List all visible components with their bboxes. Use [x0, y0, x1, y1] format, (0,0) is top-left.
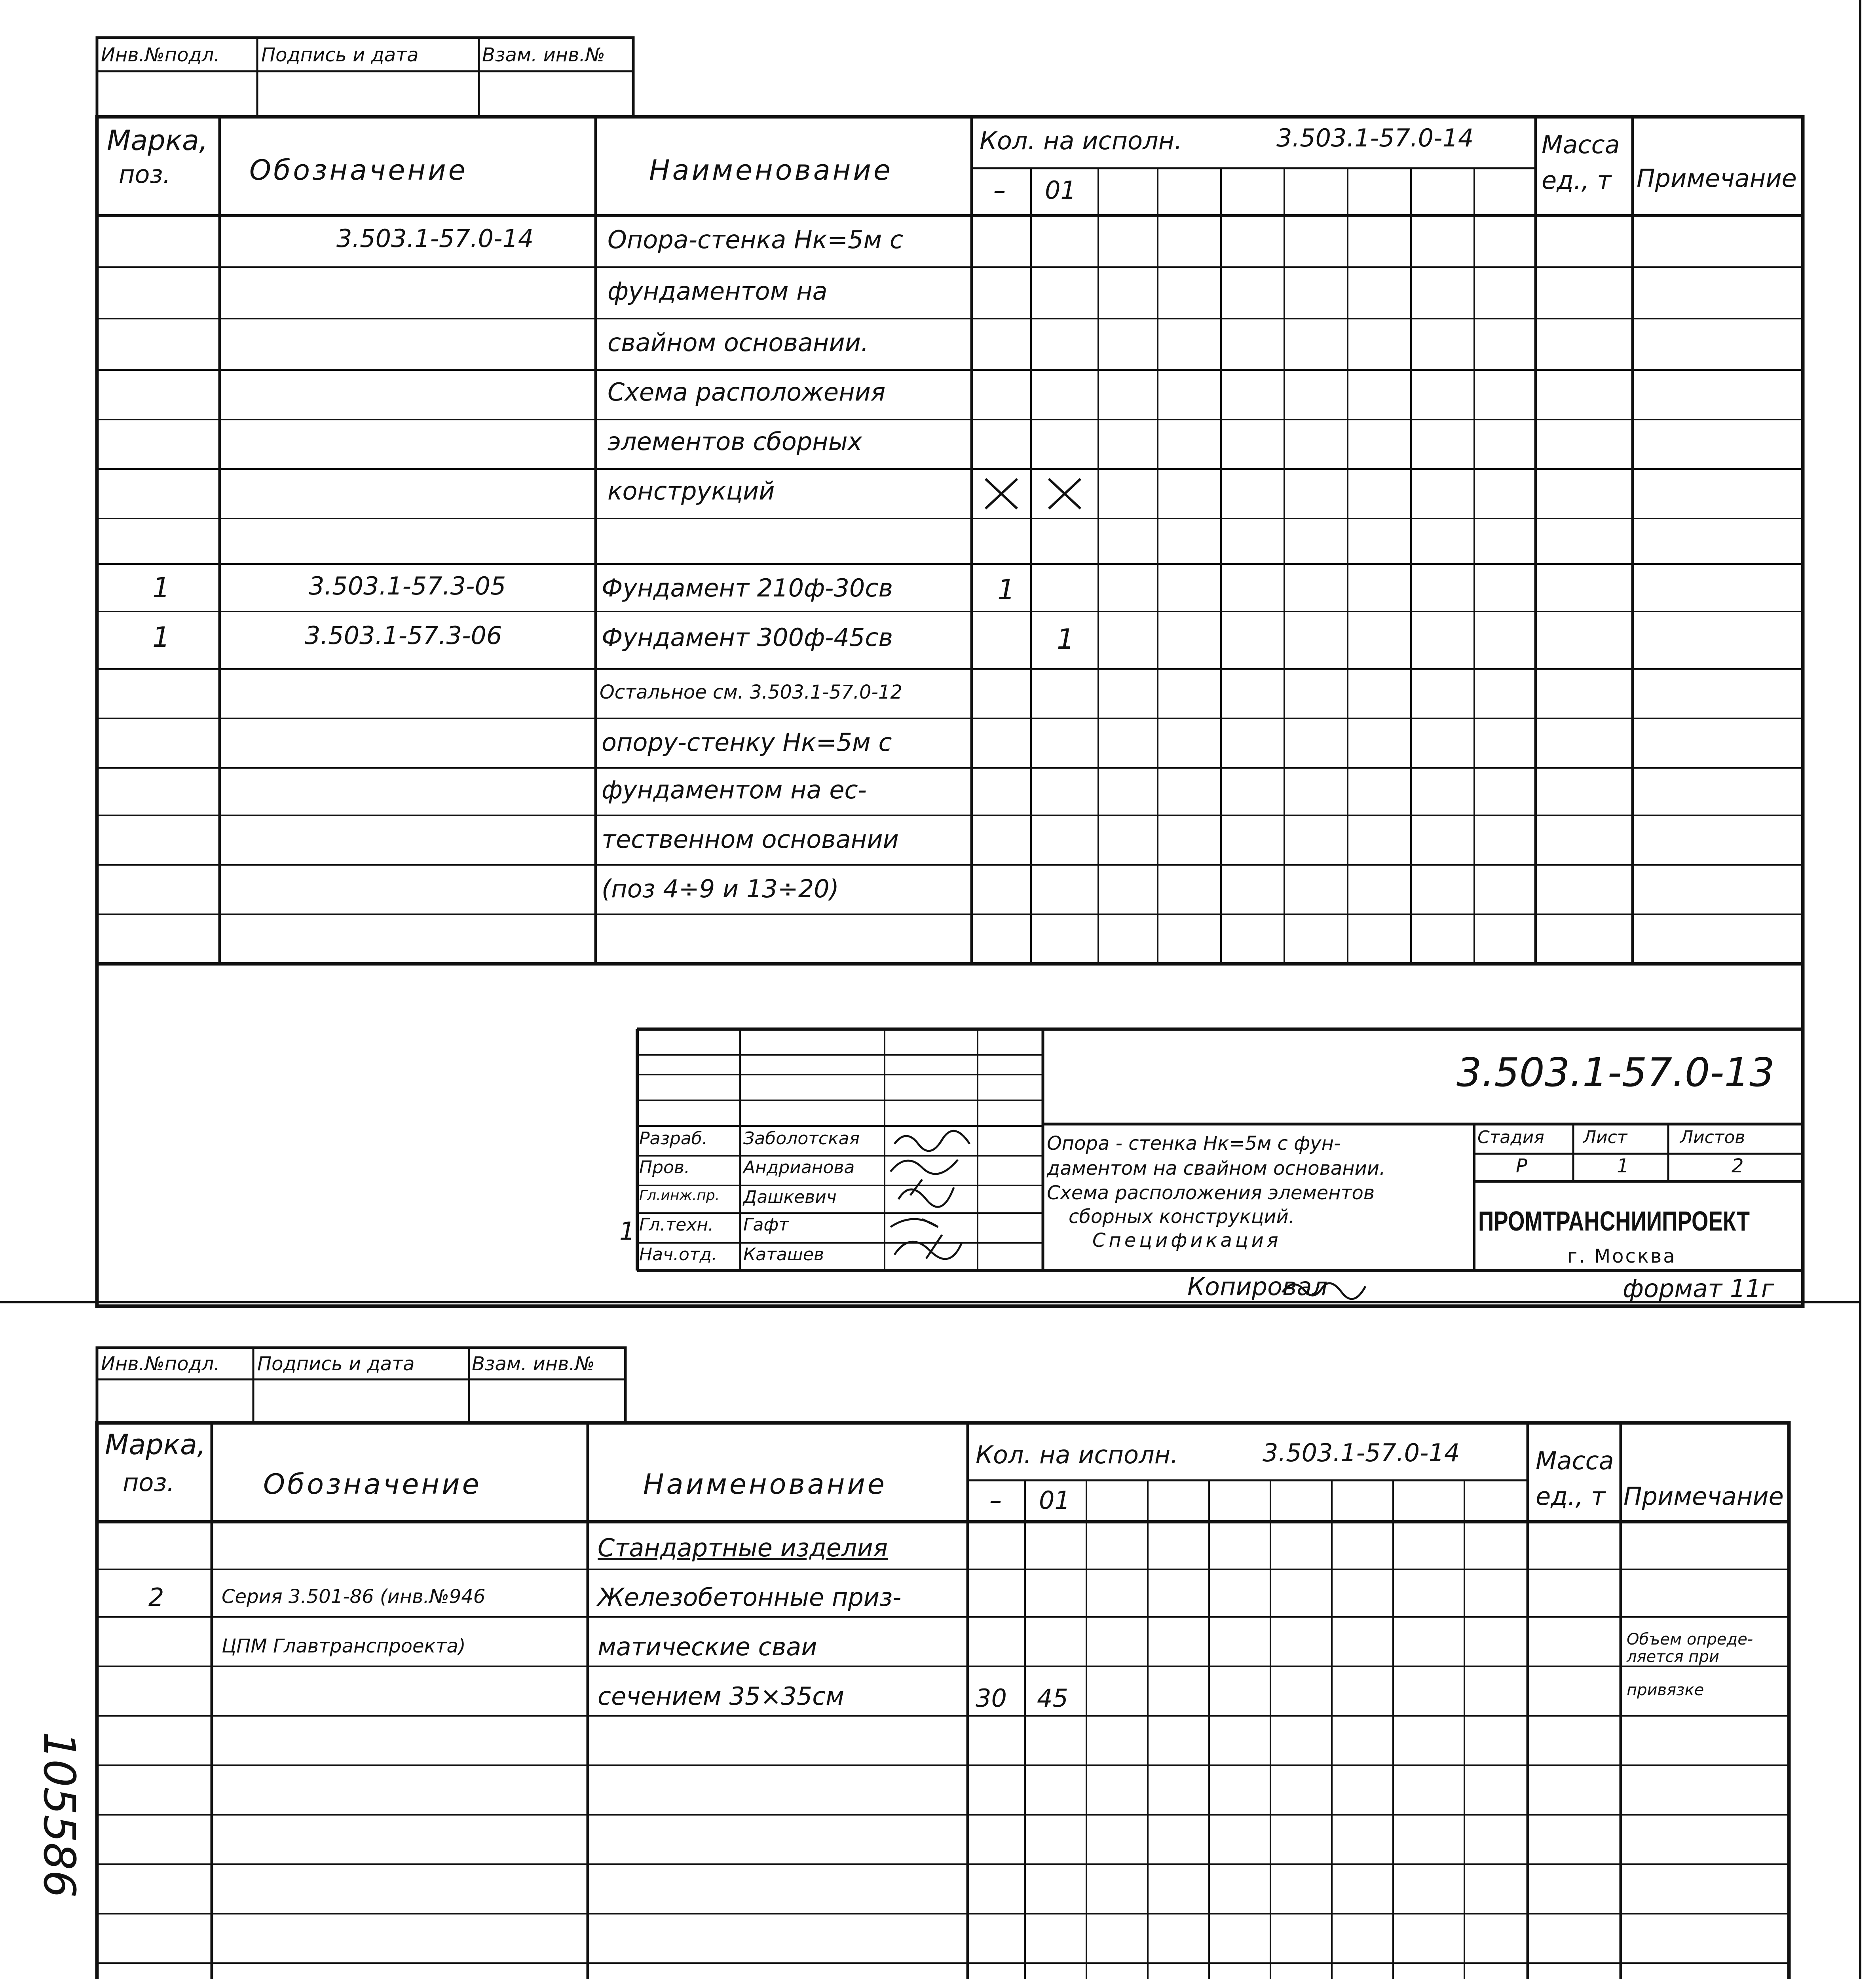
row-13-name: тественном основании [602, 825, 899, 854]
stamp-inv-label: Инв.№подл. [101, 44, 220, 66]
row-1-designation: 3.503.1-57.0-14 [336, 224, 534, 253]
sheets-value: 2 [1732, 1155, 1744, 1177]
sheet-value: 1 [1617, 1155, 1629, 1177]
row-8-name: Фундамент 210ф-30св [602, 574, 893, 602]
row-1-name: Опора-стенка Hк=5м с [608, 225, 904, 254]
row2-4-q2: 45 [1037, 1684, 1068, 1713]
role-chief-tech: Гл.техн. [639, 1215, 714, 1235]
sheet-label: Лист [1583, 1127, 1627, 1147]
head-col-01: 01 [1045, 176, 1076, 205]
row-9-name: Фундамент 300ф-45св [602, 623, 893, 652]
head2-qty-doc: 3.503.1-57.0-14 [1263, 1438, 1460, 1467]
name-checker: Андрианова [743, 1157, 855, 1178]
footer-copied: Копировал [1187, 1272, 1328, 1301]
signatures [891, 1131, 1488, 1979]
stage-value: Р [1516, 1155, 1527, 1177]
head-name: Наименование [649, 154, 893, 186]
head2-name: Наименование [643, 1468, 887, 1500]
row-11-name: опору-стенку Hк=5м с [602, 728, 892, 757]
row-9-q2: 1 [1057, 623, 1075, 655]
row-14-name: (поз 4÷9 и 13÷20) [602, 874, 839, 903]
role-developer: Разраб. [639, 1128, 708, 1149]
head-mass-unit: ед., т [1542, 166, 1612, 195]
head-qty: Кол. на исполн. [980, 126, 1182, 155]
desc-line-5: Спецификация [1092, 1229, 1282, 1252]
head2-qty: Кол. на исполн. [976, 1440, 1178, 1469]
cross-marks [985, 479, 1080, 509]
head2-mass: Масса [1536, 1446, 1614, 1475]
row-12-name: фундаментом на ес- [602, 775, 867, 804]
head2-col-dash: – [989, 1486, 1002, 1515]
row2-4-name: сечением 35×35см [598, 1682, 845, 1711]
head-pos: поз. [119, 160, 171, 189]
row2-3-note: Объем опреде- ляется при [1627, 1630, 1753, 1666]
head-col-dash: – [993, 176, 1006, 205]
head2-note: Примечание [1623, 1482, 1784, 1511]
org-city: г. Москва [1567, 1245, 1677, 1267]
row-8-designation: 3.503.1-57.3-05 [309, 572, 506, 600]
row-2-name: фундаментом на [608, 277, 828, 306]
stamp2-sign-label: Подпись и дата [257, 1353, 415, 1375]
head2-col-01: 01 [1039, 1486, 1070, 1515]
stamp-replace-label: Взам. инв.№ [482, 44, 605, 66]
row-6-name: конструкций [608, 477, 775, 505]
row-8-q1: 1 [997, 574, 1015, 606]
desc-line-3: Схема расположения элементов [1047, 1182, 1375, 1204]
row-9-designation: 3.503.1-57.3-06 [305, 621, 502, 650]
head-mass: Масса [1542, 130, 1620, 159]
stamp2-replace-label: Взам. инв.№ [472, 1353, 595, 1375]
head2-pos: поз. [123, 1468, 175, 1497]
row-5-name: элементов сборных [608, 427, 862, 456]
head-designation: Обозначение [249, 154, 468, 186]
name-head-dept: Каташев [743, 1244, 824, 1265]
head2-designation: Обозначение [263, 1468, 482, 1500]
org-name: ПРОМТРАНСНИИПРОЕКТ [1478, 1206, 1750, 1236]
sheets-label: Листов [1680, 1127, 1745, 1147]
stamp-sign-label: Подпись и дата [261, 44, 419, 66]
row-3-name: свайном основании. [608, 328, 869, 357]
row-10-name: Остальное см. 3.503.1-57.0-12 [600, 681, 902, 703]
stage-label: Стадия [1477, 1127, 1544, 1147]
row2-2-designation: Серия 3.501-86 (инв.№946 [222, 1586, 486, 1608]
role-chief-engineer: Гл.инж.пр. [639, 1187, 720, 1204]
row2-3-designation: ЦПМ Главтранспроекта) [222, 1635, 466, 1657]
row2-4-note: привязке [1627, 1681, 1704, 1699]
head-note: Примечание [1637, 164, 1797, 193]
row2-4-q1: 30 [976, 1684, 1007, 1713]
desc-line-1: Опора - стенка Hк=5м с фун- [1047, 1132, 1341, 1155]
desc-line-4: сборных конструкций. [1069, 1206, 1295, 1228]
side-mark: 1 [619, 1217, 635, 1246]
name-developer: Заболотская [743, 1128, 860, 1149]
role-checker: Пров. [639, 1157, 690, 1178]
head-mark: Марка, [107, 124, 208, 157]
archive-number: 105586 [34, 1732, 85, 1898]
name-chief-tech: Гафт [743, 1215, 789, 1235]
role-head-dept: Нач.отд. [639, 1244, 717, 1265]
footer-format: формат 11г [1623, 1274, 1774, 1303]
head2-mass-unit: ед., т [1536, 1482, 1606, 1511]
desc-line-2: даментом на свайном основании. [1047, 1157, 1386, 1179]
stamp2-inv-label: Инв.№подл. [101, 1353, 220, 1375]
row-4-name: Схема расположения [608, 378, 886, 406]
row2-3-name: матические сваи [598, 1632, 817, 1661]
row2-1-name: Стандартные изделия [598, 1533, 888, 1562]
row-8-mark: 1 [152, 572, 170, 604]
sheet1-code: 3.503.1-57.0-13 [1456, 1049, 1775, 1096]
head2-mark: Марка, [105, 1428, 206, 1461]
row2-2-name: Железобетонные приз- [598, 1583, 902, 1612]
name-chief-engineer: Дашкевич [743, 1187, 837, 1207]
row2-2-mark: 2 [148, 1583, 164, 1612]
row-9-mark: 1 [152, 621, 170, 653]
head-qty-doc: 3.503.1-57.0-14 [1276, 123, 1474, 152]
